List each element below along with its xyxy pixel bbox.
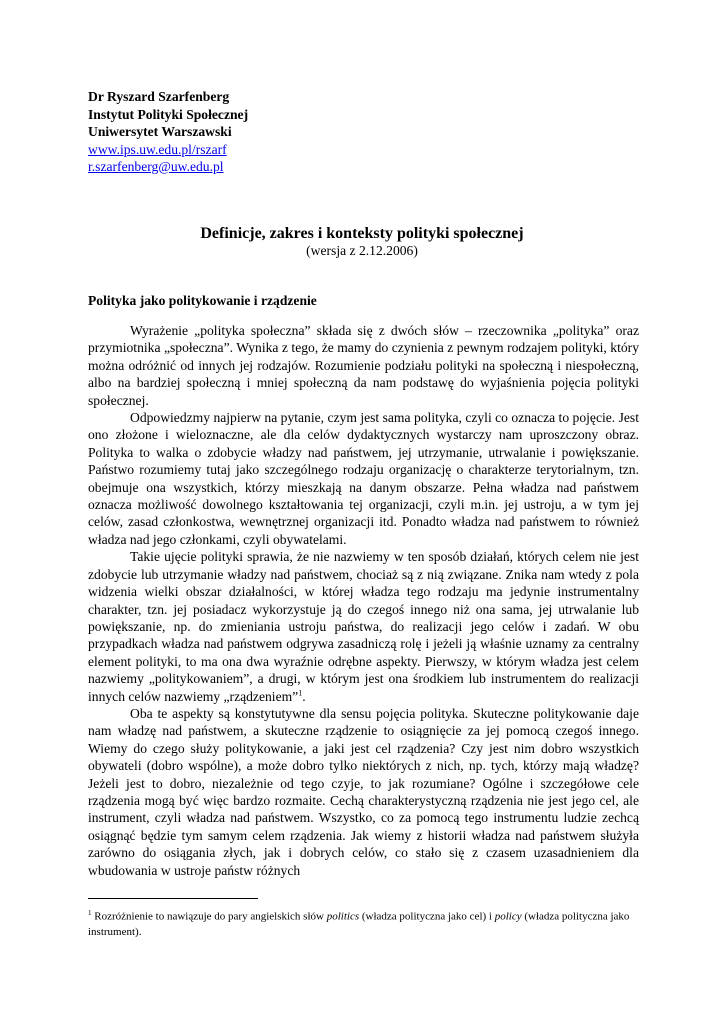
footnote-separator — [88, 898, 258, 899]
university-name: Uniwersytet Warszawski — [88, 124, 232, 139]
author-name: Dr Ryszard Szarfenberg — [88, 89, 230, 104]
footnote-text: (władza polityczna jako instrument). — [88, 910, 630, 938]
document-title: Definicje, zakres i konteksty polityki społecznej — [200, 225, 524, 242]
footnote-term-politics: politics — [326, 910, 360, 923]
institute-name: Instytut Polityki Społecznej — [88, 106, 249, 122]
author-header — [88, 88, 248, 176]
paragraph — [88, 548, 639, 705]
footnote — [88, 906, 639, 940]
footnote-text: (władza polityczna jako cel) i — [359, 910, 495, 923]
paragraph: Odpowiedzmy najpierw na pytanie, czym jest sama polityka, czyli co oznacza to pojęcie. Jest ono złożone i wieloznaczne, ale dla celów dydaktycznych wystarczy nam uproszczony obraz. Polityka to walka o zdobycie władzy nad państwem, jej utrzymanie, utrwalanie i powiększanie. Państwo rozumiemy tutaj jako szczególnego rodzaju organizację o charakterze terytorialnym, tzn. obejmuje ona wszystkich, którzy mieszkają na danym obszarze. Pełna władza nad państwem oznacza możliwość dowolnego kształtowania tej organizacji, czyli m.in. jej ustroju, a w tym jej celów, zasad członkostwa, wewnętrznej organizacji itd. Ponadto władza nad państwem to również władza nad jego członkami, czyli obywatelami. — [88, 410, 639, 547]
paragraph-end: . — [302, 688, 306, 704]
email-link[interactable]: r.szarfenberg@uw.edu.pl — [88, 159, 224, 174]
footnote-reference[interactable]: 1 — [298, 688, 303, 697]
footnote-number: 1 — [88, 909, 92, 917]
paragraph: Wyrażenie „polityka społeczna” składa się z dwóch słów – rzeczownika „polityka” oraz przymiotnika „społeczna”. Wynika z tego, że mamy do czynienia z pewnym rodzajem polityki, który można odróżnić od innych jej rodzajów. Rozumienie podziału polityki na społeczną i niespołeczną, albo na bardziej społeczną i mniej społeczną da nam podstawę do wyjaśnienia pojęcia polityki społecznej. — [88, 323, 639, 408]
document-version: (wersja z 2.12.2006) — [306, 243, 418, 258]
paragraph-text: Takie ujęcie polityki sprawia, że nie nazwiemy w ten sposób działań, których celem nie jest zdobycie lub utrzymanie władzy nad państwem, chociaż są z nią związane. Znika nam wtedy z pola widzenia wielki obszar działalności, w której władza tego rodzaju ma jedynie instrumentalny charakter, tzn. jej posiadacz wykorzystuje ją do czegoś innego niż ona sama, jej utrwalanie lub powiększanie, np. do zmieniania ustroju państwa, do realizacji jego celów i zadań. W obu przypadkach władza nad państwem odgrywa zasadniczą rolę i jeżeli ją właśnie uznamy za centralny element polityki, to ma ona dwa wyraźnie odrębne aspekty. Pierwszy, w którym władza jest celem nazwiemy „politykowaniem”, a drugi, w którym jest ona środkiem lub instrumentem do realizacji innych celów nazwiemy „rządzeniem” — [88, 549, 639, 704]
body-text — [88, 322, 639, 879]
footnote-term-policy: policy — [494, 910, 522, 923]
footnote-text: Rozróżnienie to nawiązuje do pary angielskich słów — [91, 910, 327, 923]
website-link[interactable]: www.ips.uw.edu.pl/rszarf — [88, 141, 227, 157]
paragraph: Oba te aspekty są konstytutywne dla sensu pojęcia polityka. Skuteczne politykowanie daje nam władzę nad państwem, a skuteczne rządzenie to osiągnięcie za jej pomocą czegoś innego. Wiemy do czego służy politykowanie, a jaki jest cel rządzenia? Czy jest nim dobro wszystkich obywateli (dobro wspólne), a może dobro tylko niektórych z nich, np. tych, którzy mają władzę? Jeżeli jest to dobro, niezależnie od tego czyje, to jak rozumiane? Ogólne i szczegółowe cele rządzenia mogą być więc bardzo rozmaite. Cechą charakterystyczną rządzenia nie jest jego cel, ale instrument, czyli władza nad państwem. Wszystko, co za pomocą tego instrumentu ludzie zechcą osiągnąć będzie tym samym celem rządzenia. Jak wiemy z historii władza nad państwem służyła zarówno do osiągania złych, jak i dobrych celów, co stało się z czasem uzasadnieniem dla wbudowania w ustroje państw różnych — [88, 705, 639, 878]
section-heading: Polityka jako politykowanie i rządzenie — [88, 293, 317, 308]
